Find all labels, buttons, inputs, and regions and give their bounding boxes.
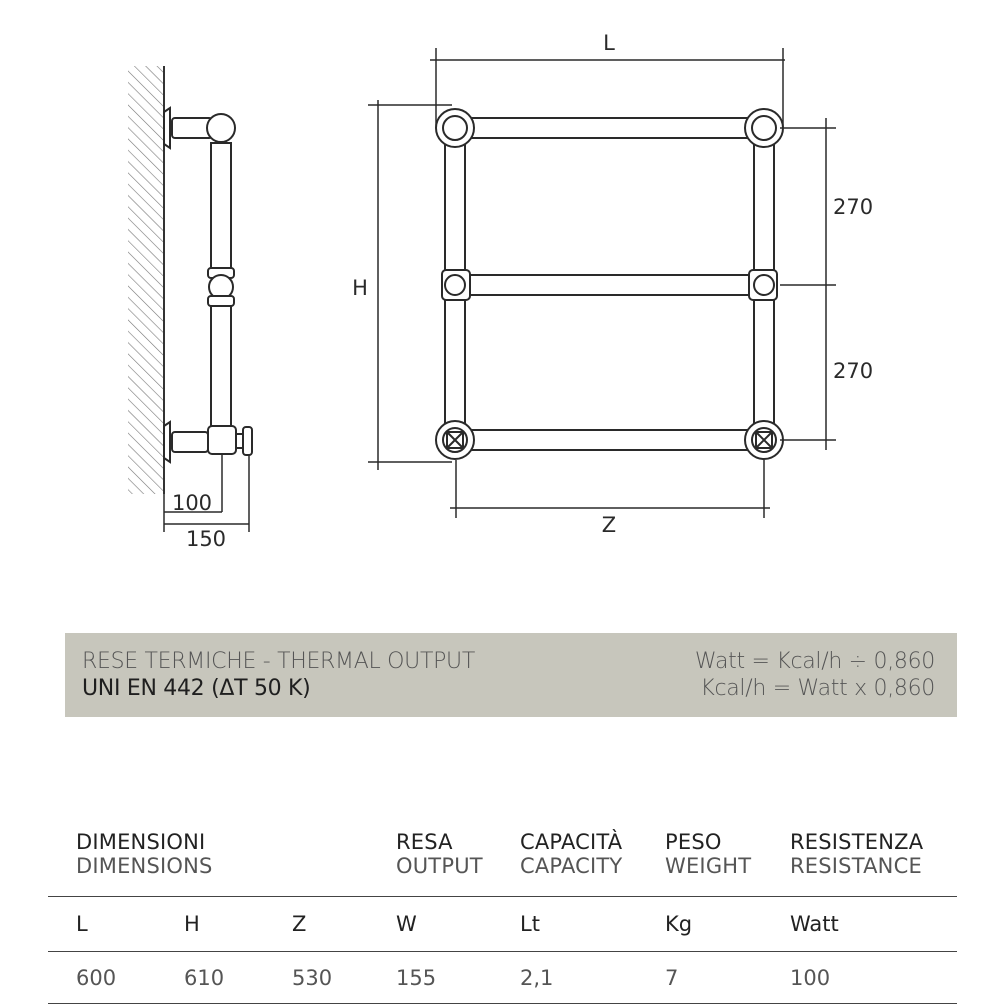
unit-cell: L <box>48 897 184 952</box>
header-it: RESA <box>396 830 453 854</box>
table-header-row <box>48 830 957 897</box>
formula-kcal: Kcal/h = Watt x 0,860 <box>700 676 935 701</box>
value-cell: 600 <box>48 952 184 1004</box>
side-view <box>128 66 252 532</box>
header-it: PESO <box>665 830 722 854</box>
unit-cell: Kg <box>665 897 790 952</box>
formula-watt: Watt = Kcal/h ÷ 0,860 <box>694 649 935 674</box>
spec-table <box>48 830 957 1004</box>
header-en: OUTPUT <box>396 854 483 878</box>
value-cell: 2,1 <box>520 952 665 1004</box>
side-dim-100-label: 100 <box>171 491 213 515</box>
header-en: RESISTANCE <box>790 854 922 878</box>
header-output <box>396 830 520 897</box>
front-view <box>436 109 783 459</box>
unit-cell: Lt <box>520 897 665 952</box>
header-capacity <box>520 830 665 897</box>
unit-cell: W <box>396 897 520 952</box>
banner-standard: UNI EN 442 (ΔT 50 K) <box>82 676 311 701</box>
bottom-fitting <box>208 426 236 454</box>
header-it: RESISTENZA <box>790 830 924 854</box>
dim-270-bottom-label: 270 <box>833 359 874 383</box>
unit-cell: H <box>184 897 292 952</box>
dim-Z-label: Z <box>601 513 617 537</box>
header-dimensions <box>48 830 396 897</box>
value-cell: 530 <box>292 952 396 1004</box>
top-elbow <box>207 114 235 142</box>
banner-right <box>695 648 935 702</box>
wall-hatching <box>128 66 164 494</box>
banner-title: RESE TERMICHE - THERMAL OUTPUT <box>82 649 475 674</box>
side-mid-collar-bot <box>208 296 234 306</box>
dim-H-label: H <box>352 276 368 300</box>
header-en: WEIGHT <box>665 854 752 878</box>
side-lower-pipe <box>211 306 231 426</box>
bottom-rail <box>470 430 750 450</box>
dim-270-top-label: 270 <box>833 195 874 219</box>
top-rail <box>470 118 750 138</box>
bottom-wall-bracket <box>164 422 170 462</box>
unit-cell: Watt <box>790 897 957 952</box>
header-resistance <box>790 830 957 897</box>
header-weight <box>665 830 790 897</box>
side-dim-150-label: 150 <box>185 527 227 551</box>
header-it: CAPACITÀ <box>520 830 623 854</box>
thermal-output-banner <box>65 633 957 717</box>
value-cell: 155 <box>396 952 520 1004</box>
dim-L-label: L <box>603 31 615 55</box>
valve-knob <box>243 427 252 455</box>
banner-left <box>82 648 475 702</box>
bottom-arm <box>172 432 208 452</box>
value-cell: 7 <box>665 952 790 1004</box>
top-wall-bracket <box>164 108 170 148</box>
side-upper-pipe <box>211 143 231 268</box>
value-cell: 610 <box>184 952 292 1004</box>
unit-cell: Z <box>292 897 396 952</box>
header-en: CAPACITY <box>520 854 623 878</box>
middle-rail <box>470 275 750 295</box>
header-en: DIMENSIONS <box>76 854 213 878</box>
value-cell: 100 <box>790 952 957 1004</box>
table-units-row <box>48 897 957 952</box>
header-it: DIMENSIONI <box>76 830 206 854</box>
table-row <box>48 952 957 1004</box>
